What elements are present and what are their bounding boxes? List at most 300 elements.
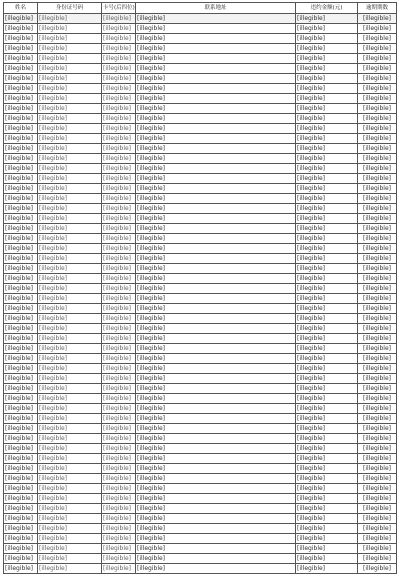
cell-amount: [illegible] (296, 174, 358, 184)
cell-amount: [illegible] (296, 474, 358, 484)
cell-name: [illegible] (4, 154, 38, 164)
cell-address: [illegible] (136, 124, 296, 134)
cell-overdue-periods: [illegible] (358, 104, 397, 114)
cell-address: [illegible] (136, 554, 296, 564)
header-amount: 违约金额(元) (296, 3, 358, 14)
cell-amount: [illegible] (296, 194, 358, 204)
table-row (4, 14, 397, 24)
cell-overdue-periods: [illegible] (358, 44, 397, 54)
cell-overdue-periods: [illegible] (358, 414, 397, 424)
cell-id-number: [illegible] (38, 264, 102, 274)
cell-card-last4: [illegible] (102, 14, 136, 24)
cell-address: [illegible] (136, 394, 296, 404)
cell-card-last4: [illegible] (102, 254, 136, 264)
cell-overdue-periods: [illegible] (358, 244, 397, 254)
table-row (4, 174, 397, 184)
cell-address: [illegible] (136, 494, 296, 504)
cell-name: [illegible] (4, 344, 38, 354)
table-row (4, 204, 397, 214)
cell-id-number: [illegible] (38, 404, 102, 414)
cell-amount: [illegible] (296, 374, 358, 384)
cell-card-last4: [illegible] (102, 284, 136, 294)
table-row (4, 124, 397, 134)
cell-overdue-periods: [illegible] (358, 374, 397, 384)
cell-id-number: [illegible] (38, 524, 102, 534)
cell-name: [illegible] (4, 564, 38, 574)
cell-name: [illegible] (4, 274, 38, 284)
cell-address: [illegible] (136, 14, 296, 24)
cell-id-number: [illegible] (38, 384, 102, 394)
table-row (4, 434, 397, 444)
cell-overdue-periods: [illegible] (358, 354, 397, 364)
cell-overdue-periods: [illegible] (358, 164, 397, 174)
cell-amount: [illegible] (296, 334, 358, 344)
cell-address: [illegible] (136, 354, 296, 364)
cell-name: [illegible] (4, 34, 38, 44)
cell-overdue-periods: [illegible] (358, 64, 397, 74)
cell-card-last4: [illegible] (102, 324, 136, 334)
cell-name: [illegible] (4, 94, 38, 104)
cell-id-number: [illegible] (38, 464, 102, 474)
table-body (4, 14, 397, 574)
cell-address: [illegible] (136, 304, 296, 314)
cell-address: [illegible] (136, 464, 296, 474)
cell-name: [illegible] (4, 524, 38, 534)
cell-overdue-periods: [illegible] (358, 514, 397, 524)
cell-card-last4: [illegible] (102, 344, 136, 354)
table-row (4, 384, 397, 394)
cell-name: [illegible] (4, 414, 38, 424)
cell-amount: [illegible] (296, 34, 358, 44)
cell-id-number: [illegible] (38, 444, 102, 454)
cell-card-last4: [illegible] (102, 394, 136, 404)
cell-card-last4: [illegible] (102, 294, 136, 304)
cell-amount: [illegible] (296, 254, 358, 264)
cell-amount: [illegible] (296, 554, 358, 564)
cell-address: [illegible] (136, 414, 296, 424)
cell-amount: [illegible] (296, 94, 358, 104)
cell-overdue-periods: [illegible] (358, 444, 397, 454)
cell-name: [illegible] (4, 194, 38, 204)
table-row (4, 244, 397, 254)
cell-address: [illegible] (136, 254, 296, 264)
table-row (4, 354, 397, 364)
cell-id-number: [illegible] (38, 154, 102, 164)
cell-address: [illegible] (136, 94, 296, 104)
cell-address: [illegible] (136, 224, 296, 234)
table-row (4, 284, 397, 294)
cell-card-last4: [illegible] (102, 234, 136, 244)
cell-name: [illegible] (4, 474, 38, 484)
header-address: 联系地址 (136, 3, 296, 14)
table-row (4, 44, 397, 54)
table-row (4, 274, 397, 284)
cell-card-last4: [illegible] (102, 264, 136, 274)
cell-id-number: [illegible] (38, 24, 102, 34)
cell-id-number: [illegible] (38, 204, 102, 214)
cell-address: [illegible] (136, 244, 296, 254)
cell-card-last4: [illegible] (102, 484, 136, 494)
cell-amount: [illegible] (296, 504, 358, 514)
cell-name: [illegible] (4, 264, 38, 274)
cell-id-number: [illegible] (38, 354, 102, 364)
cell-amount: [illegible] (296, 54, 358, 64)
cell-name: [illegible] (4, 314, 38, 324)
cell-id-number: [illegible] (38, 54, 102, 64)
cell-amount: [illegible] (296, 434, 358, 444)
cell-id-number: [illegible] (38, 164, 102, 174)
table-row (4, 504, 397, 514)
cell-name: [illegible] (4, 464, 38, 474)
cell-name: [illegible] (4, 84, 38, 94)
cell-card-last4: [illegible] (102, 534, 136, 544)
cell-card-last4: [illegible] (102, 84, 136, 94)
cell-card-last4: [illegible] (102, 554, 136, 564)
cell-overdue-periods: [illegible] (358, 174, 397, 184)
cell-overdue-periods: [illegible] (358, 94, 397, 104)
cell-overdue-periods: [illegible] (358, 124, 397, 134)
table-row (4, 494, 397, 504)
cell-address: [illegible] (136, 344, 296, 354)
table-row (4, 184, 397, 194)
cell-id-number: [illegible] (38, 474, 102, 484)
cell-card-last4: [illegible] (102, 384, 136, 394)
table-row (4, 444, 397, 454)
cell-id-number: [illegible] (38, 454, 102, 464)
cell-overdue-periods: [illegible] (358, 204, 397, 214)
cell-name: [illegible] (4, 24, 38, 34)
cell-card-last4: [illegible] (102, 424, 136, 434)
cell-address: [illegible] (136, 504, 296, 514)
cell-card-last4: [illegible] (102, 94, 136, 104)
cell-amount: [illegible] (296, 364, 358, 374)
table-row (4, 154, 397, 164)
cell-overdue-periods: [illegible] (358, 264, 397, 274)
cell-card-last4: [illegible] (102, 204, 136, 214)
cell-name: [illegible] (4, 54, 38, 64)
cell-amount: [illegible] (296, 404, 358, 414)
cell-name: [illegible] (4, 544, 38, 554)
cell-overdue-periods: [illegible] (358, 314, 397, 324)
cell-address: [illegible] (136, 194, 296, 204)
cell-id-number: [illegible] (38, 34, 102, 44)
cell-address: [illegible] (136, 214, 296, 224)
cell-overdue-periods: [illegible] (358, 84, 397, 94)
table-row (4, 344, 397, 354)
cell-id-number: [illegible] (38, 284, 102, 294)
cell-card-last4: [illegible] (102, 44, 136, 54)
cell-id-number: [illegible] (38, 274, 102, 284)
cell-card-last4: [illegible] (102, 544, 136, 554)
cell-address: [illegible] (136, 184, 296, 194)
cell-card-last4: [illegible] (102, 74, 136, 84)
cell-card-last4: [illegible] (102, 504, 136, 514)
cell-overdue-periods: [illegible] (358, 14, 397, 24)
header-card-last4: 卡号(后四位) (102, 3, 136, 14)
table-row (4, 464, 397, 474)
cell-address: [illegible] (136, 544, 296, 554)
cell-id-number: [illegible] (38, 334, 102, 344)
cell-amount: [illegible] (296, 564, 358, 574)
cell-address: [illegible] (136, 54, 296, 64)
table-row (4, 324, 397, 334)
cell-overdue-periods: [illegible] (358, 464, 397, 474)
cell-name: [illegible] (4, 104, 38, 114)
cell-overdue-periods: [illegible] (358, 394, 397, 404)
cell-overdue-periods: [illegible] (358, 474, 397, 484)
cell-card-last4: [illegible] (102, 164, 136, 174)
cell-address: [illegible] (136, 74, 296, 84)
cell-amount: [illegible] (296, 84, 358, 94)
cell-card-last4: [illegible] (102, 174, 136, 184)
cell-id-number: [illegible] (38, 224, 102, 234)
table-row (4, 414, 397, 424)
cell-id-number: [illegible] (38, 564, 102, 574)
cell-card-last4: [illegible] (102, 194, 136, 204)
cell-address: [illegible] (136, 134, 296, 144)
cell-overdue-periods: [illegible] (358, 504, 397, 514)
cell-amount: [illegible] (296, 414, 358, 424)
cell-amount: [illegible] (296, 294, 358, 304)
cell-overdue-periods: [illegible] (358, 34, 397, 44)
cell-name: [illegible] (4, 64, 38, 74)
cell-address: [illegible] (136, 34, 296, 44)
table-row (4, 264, 397, 274)
cell-address: [illegible] (136, 444, 296, 454)
header-overdue-periods: 逾期期数 (358, 3, 397, 14)
cell-name: [illegible] (4, 144, 38, 154)
table-row (4, 64, 397, 74)
cell-amount: [illegible] (296, 114, 358, 124)
table-row (4, 214, 397, 224)
cell-amount: [illegible] (296, 544, 358, 554)
table-row (4, 404, 397, 414)
cell-overdue-periods: [illegible] (358, 114, 397, 124)
cell-id-number: [illegible] (38, 64, 102, 74)
cell-overdue-periods: [illegible] (358, 524, 397, 534)
cell-id-number: [illegible] (38, 344, 102, 354)
cell-id-number: [illegible] (38, 424, 102, 434)
cell-id-number: [illegible] (38, 104, 102, 114)
cell-name: [illegible] (4, 164, 38, 174)
cell-overdue-periods: [illegible] (358, 54, 397, 64)
cell-name: [illegible] (4, 254, 38, 264)
cell-card-last4: [illegible] (102, 34, 136, 44)
cell-overdue-periods: [illegible] (358, 384, 397, 394)
table-row (4, 234, 397, 244)
table-row (4, 104, 397, 114)
cell-name: [illegible] (4, 424, 38, 434)
table-row (4, 34, 397, 44)
cell-overdue-periods: [illegible] (358, 404, 397, 414)
cell-overdue-periods: [illegible] (358, 284, 397, 294)
table-row (4, 224, 397, 234)
cell-amount: [illegible] (296, 244, 358, 254)
table-row (4, 24, 397, 34)
cell-id-number: [illegible] (38, 114, 102, 124)
cell-overdue-periods: [illegible] (358, 364, 397, 374)
table-row (4, 544, 397, 554)
cell-card-last4: [illegible] (102, 244, 136, 254)
cell-address: [illegible] (136, 24, 296, 34)
cell-id-number: [illegible] (38, 294, 102, 304)
cell-amount: [illegible] (296, 224, 358, 234)
cell-amount: [illegible] (296, 454, 358, 464)
cell-name: [illegible] (4, 174, 38, 184)
cell-id-number: [illegible] (38, 434, 102, 444)
cell-card-last4: [illegible] (102, 474, 136, 484)
cell-card-last4: [illegible] (102, 124, 136, 134)
cell-id-number: [illegible] (38, 504, 102, 514)
table-row (4, 114, 397, 124)
cell-address: [illegible] (136, 104, 296, 114)
cell-amount: [illegible] (296, 444, 358, 454)
cell-name: [illegible] (4, 554, 38, 564)
cell-amount: [illegible] (296, 344, 358, 354)
cell-overdue-periods: [illegible] (358, 534, 397, 544)
cell-id-number: [illegible] (38, 44, 102, 54)
cell-address: [illegible] (136, 234, 296, 244)
cell-address: [illegible] (136, 364, 296, 374)
cell-name: [illegible] (4, 514, 38, 524)
cell-id-number: [illegible] (38, 174, 102, 184)
cell-name: [illegible] (4, 454, 38, 464)
table-row (4, 474, 397, 484)
cell-address: [illegible] (136, 164, 296, 174)
cell-amount: [illegible] (296, 384, 358, 394)
cell-name: [illegible] (4, 44, 38, 54)
cell-overdue-periods: [illegible] (358, 154, 397, 164)
cell-amount: [illegible] (296, 354, 358, 364)
cell-address: [illegible] (136, 424, 296, 434)
cell-id-number: [illegible] (38, 124, 102, 134)
cell-address: [illegible] (136, 564, 296, 574)
cell-overdue-periods: [illegible] (358, 194, 397, 204)
cell-overdue-periods: [illegible] (358, 234, 397, 244)
cell-card-last4: [illegible] (102, 434, 136, 444)
cell-card-last4: [illegible] (102, 224, 136, 234)
cell-address: [illegible] (136, 284, 296, 294)
cell-id-number: [illegible] (38, 364, 102, 374)
table-row (4, 484, 397, 494)
cell-id-number: [illegible] (38, 374, 102, 384)
cell-name: [illegible] (4, 114, 38, 124)
cell-id-number: [illegible] (38, 554, 102, 564)
cell-card-last4: [illegible] (102, 304, 136, 314)
cell-card-last4: [illegible] (102, 144, 136, 154)
cell-address: [illegible] (136, 294, 296, 304)
cell-name: [illegible] (4, 294, 38, 304)
cell-id-number: [illegible] (38, 394, 102, 404)
cell-card-last4: [illegible] (102, 334, 136, 344)
cell-id-number: [illegible] (38, 514, 102, 524)
cell-name: [illegible] (4, 504, 38, 514)
cell-card-last4: [illegible] (102, 104, 136, 114)
cell-amount: [illegible] (296, 64, 358, 74)
table-row (4, 194, 397, 204)
header-id-number: 身份证号码 (38, 3, 102, 14)
cell-overdue-periods: [illegible] (358, 144, 397, 154)
cell-id-number: [illegible] (38, 134, 102, 144)
cell-card-last4: [illegible] (102, 414, 136, 424)
cell-amount: [illegible] (296, 44, 358, 54)
cell-amount: [illegible] (296, 514, 358, 524)
cell-card-last4: [illegible] (102, 274, 136, 284)
cell-id-number: [illegible] (38, 94, 102, 104)
cell-card-last4: [illegible] (102, 64, 136, 74)
cell-amount: [illegible] (296, 314, 358, 324)
cell-name: [illegible] (4, 364, 38, 374)
cell-overdue-periods: [illegible] (358, 24, 397, 34)
cell-amount: [illegible] (296, 394, 358, 404)
cell-card-last4: [illegible] (102, 214, 136, 224)
cell-card-last4: [illegible] (102, 54, 136, 64)
table-row (4, 374, 397, 384)
cell-id-number: [illegible] (38, 314, 102, 324)
cell-id-number: [illegible] (38, 234, 102, 244)
table-row (4, 164, 397, 174)
cell-address: [illegible] (136, 484, 296, 494)
cell-name: [illegible] (4, 204, 38, 214)
cell-amount: [illegible] (296, 204, 358, 214)
cell-name: [illegible] (4, 244, 38, 254)
header-name: 姓名 (4, 3, 38, 14)
table-row (4, 424, 397, 434)
cell-address: [illegible] (136, 114, 296, 124)
cell-amount: [illegible] (296, 494, 358, 504)
cell-overdue-periods: [illegible] (358, 134, 397, 144)
cell-overdue-periods: [illegible] (358, 484, 397, 494)
cell-amount: [illegible] (296, 464, 358, 474)
cell-amount: [illegible] (296, 274, 358, 284)
cell-id-number: [illegible] (38, 304, 102, 314)
cell-address: [illegible] (136, 174, 296, 184)
cell-card-last4: [illegible] (102, 184, 136, 194)
cell-card-last4: [illegible] (102, 464, 136, 474)
cell-amount: [illegible] (296, 14, 358, 24)
table-row (4, 84, 397, 94)
cell-address: [illegible] (136, 154, 296, 164)
cell-address: [illegible] (136, 64, 296, 74)
cell-overdue-periods: [illegible] (358, 304, 397, 314)
table-row (4, 144, 397, 154)
cell-amount: [illegible] (296, 534, 358, 544)
cell-id-number: [illegible] (38, 254, 102, 264)
cell-name: [illegible] (4, 214, 38, 224)
cell-name: [illegible] (4, 384, 38, 394)
cell-id-number: [illegible] (38, 144, 102, 154)
cell-card-last4: [illegible] (102, 354, 136, 364)
table-row (4, 554, 397, 564)
cell-id-number: [illegible] (38, 184, 102, 194)
cell-id-number: [illegible] (38, 214, 102, 224)
cell-overdue-periods: [illegible] (358, 274, 397, 284)
overdue-list-table-container (3, 2, 396, 586)
cell-card-last4: [illegible] (102, 454, 136, 464)
cell-amount: [illegible] (296, 524, 358, 534)
cell-amount: [illegible] (296, 104, 358, 114)
cell-overdue-periods: [illegible] (358, 324, 397, 334)
cell-overdue-periods: [illegible] (358, 564, 397, 574)
cell-overdue-periods: [illegible] (358, 434, 397, 444)
cell-name: [illegible] (4, 334, 38, 344)
cell-id-number: [illegible] (38, 84, 102, 94)
cell-card-last4: [illegible] (102, 514, 136, 524)
cell-id-number: [illegible] (38, 544, 102, 554)
cell-overdue-periods: [illegible] (358, 334, 397, 344)
cell-overdue-periods: [illegible] (358, 454, 397, 464)
table-row (4, 514, 397, 524)
